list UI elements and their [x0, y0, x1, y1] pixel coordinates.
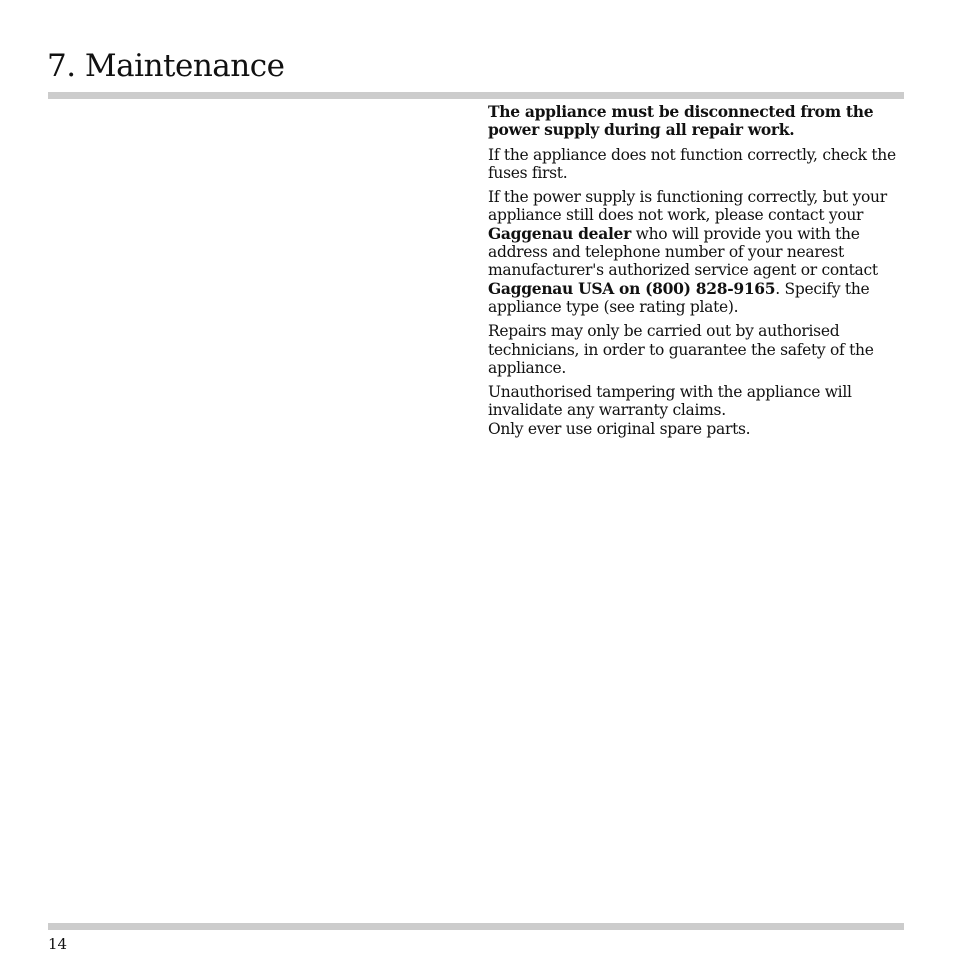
spare-parts-text: Only ever use original spare parts. — [488, 419, 751, 438]
power-warning: The appliance must be disconnected from the power supply during all repair work. — [488, 102, 874, 140]
contact-paragraph — [488, 188, 904, 316]
tampering-text: Unauthorised tampering with the appliance will invalidate any warranty claims. — [488, 383, 852, 420]
warning-paragraph — [488, 103, 904, 140]
page-number: 14 — [48, 935, 68, 953]
dealer-name: Gaggenau dealer — [488, 223, 631, 243]
tampering-paragraph — [488, 383, 904, 438]
contact-text-3: . Specify the appliance type (see rating plate). — [488, 279, 870, 316]
footer-divider — [48, 923, 904, 930]
contact-text-1: If the power supply is functioning correctly, but your appliance still does not work, please contact your — [488, 188, 887, 225]
page-title: 7. Maintenance — [47, 48, 285, 84]
contact-text-2: who will provide you with the address and telephone number of your nearest manufacturer's authorized service agent or contact — [488, 224, 878, 280]
fuses-paragraph: If the appliance does not function correctly, check the fuses first. — [488, 145, 896, 182]
usa-phone: Gaggenau USA on (800) 828-9165 — [488, 278, 776, 298]
header-divider — [48, 92, 904, 99]
repairs-paragraph: Repairs may only be carried out by authorised technicians, in order to guarantee the safety of the appliance. — [488, 322, 874, 377]
maintenance-content — [488, 103, 904, 444]
